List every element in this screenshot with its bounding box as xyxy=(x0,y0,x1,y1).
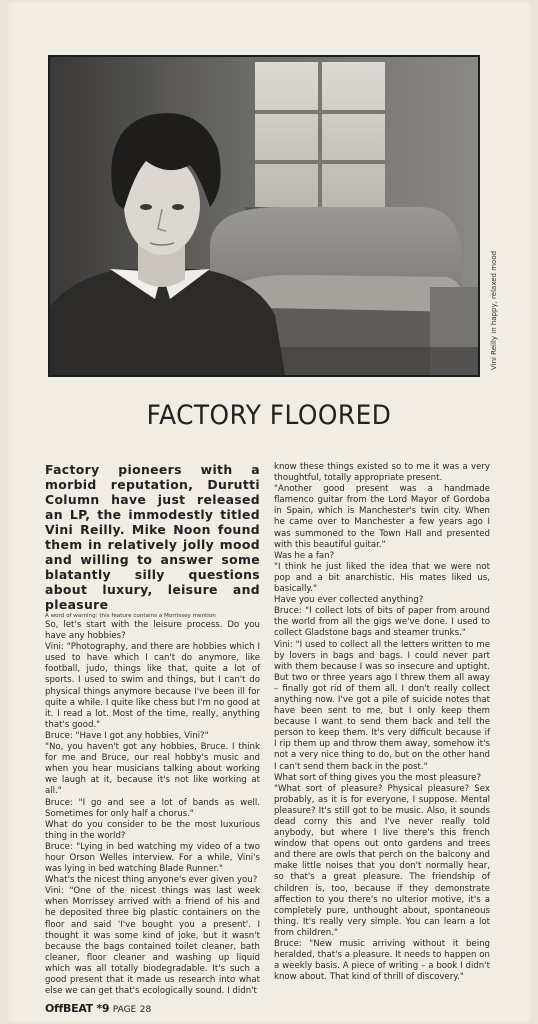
body-paragraph: Vini: "One of the nicest things was last week when Morrissey arrived with a friend of his and he deposited three big plastic containers on the floor and said 'I've bought you a present'. I thought it was some kind of joke, but it wasn't because the bags contained toilet cleaner, bath cleaner, floor cleaner and washing up liquid which was all totally biodegradable. It's such a good present that it made us research into what else we can get that's ecologically sound. I didn't xyxy=(45,886,260,997)
left-body xyxy=(45,620,260,997)
page-number: 28 xyxy=(139,1005,152,1015)
intro-standfirst: Factory pioneers with a morbid reputation, Durutti Column have just released an LP, the immodestly titled Vini Reilly. Mike Noon found them in relatively jolly mood and willing to answer some blatantly silly questions about luxury, leisure and pleasure xyxy=(45,462,260,612)
warning-note: A word of warning: this feature contains a Morrissey mention xyxy=(45,613,216,619)
portrait-photo xyxy=(48,55,480,377)
body-paragraph: Bruce: "Lying in bed watching my video of a two hour Orson Welles interview. For a while, Vini's was lying in bed watching Blade Runner." xyxy=(45,841,260,875)
body-paragraph: know these things existed so to me it was a very thoughtful, totally appropriate present. xyxy=(274,462,490,484)
article-headline: FACTORY FLOORED xyxy=(146,400,392,431)
portrait-illustration xyxy=(50,57,478,375)
body-paragraph: Bruce: "I collect lots of bits of paper from around the world from all the gigs we've done. I used to collect Gladstone bags and steamer trunks." xyxy=(274,606,490,639)
body-paragraph: Vini: "I used to collect all the letters written to me by lovers in bags and bags. I could never part with them because I was so insecure and uptight. But two or three years ago I threw them all away – finally got rid of them all. I don't really collect anything now. I've got a pile of suicide notes that have been sent to me, but I only keep them because I want to send them back and tell the person to keep them. It's very difficult because if I rip them up and throw them away, somehow it's not a very nice thing to do, but on the other hand I can't send them back in the post." xyxy=(274,639,490,772)
left-column xyxy=(45,462,260,997)
body-paragraph: "I think he just liked the idea that we were not pop and a bit anarchistic. His mates liked us, basically." xyxy=(274,561,490,595)
magazine-brand: OffBEAT *9 xyxy=(45,1002,110,1015)
body-paragraph: Bruce: "Have I got any hobbies, Vini?" xyxy=(45,730,209,741)
body-paragraph: So, let's start with the leisure process. Do you have any hobbies? xyxy=(45,620,260,642)
body-paragraph: What do you consider to be the most luxurious thing in the world? xyxy=(45,819,260,841)
body-paragraph: "What sort of pleasure? Physical pleasure? Sex probably, as it is for everyone, I suppose. Mental pleasure? It's still got to be music. Also, it sounds dead corny this and I've never really told anybody, but where I live there's this french window that opens out onto gardens and trees and there are owls that perch on the balcony and make little noises that you don't normally hear, so that's a great pleasure. The friendship of children is, too, because if they demonstrate affection to you there's no ulterior motive, it's a completely pure, unthought about, spontaneous thing. It's really very simple. You can learn a lot from children." xyxy=(274,783,490,938)
body-paragraph: "No, you haven't got any hobbies, Bruce. I think for me and Bruce, our real hobby's music and when you hear musicians talking about working we laugh at it, because it's not like working at all." xyxy=(45,742,260,797)
body-paragraph: Have you ever collected anything? xyxy=(274,595,424,606)
body-paragraph: What's the nicest thing anyone's ever given you? xyxy=(45,875,258,886)
right-column xyxy=(274,462,490,983)
photo-caption: Vini Reilly in happy, relaxed mood xyxy=(490,250,498,370)
right-body xyxy=(274,462,490,983)
body-paragraph: Bruce: "I go and see a lot of bands as well. Sometimes for only half a chorus." xyxy=(45,797,260,819)
page-label: PAGE xyxy=(112,1005,137,1015)
body-paragraph: Bruce: "New music arriving without it being heralded, that's a pleasure. It needs to happen on a weekly basis. A piece of writing – a book I didn't know about. That kind of thrill of discovery." xyxy=(274,939,490,983)
page-footer xyxy=(45,1002,151,1015)
body-paragraph: Was he a fan? xyxy=(274,550,335,561)
body-paragraph: Vini: "Photography, and there are hobbies which I used to have which I can't do anymore, like football, judo, things like that, quite a lot of sports. I used to swim and things, but I can't do physical things anymore because I've been ill for quite a while. I quite like chess but I'm no good at it. I read a lot. Most of the time, really, anything that's good." xyxy=(45,642,260,730)
body-paragraph: What sort of thing gives you the most pleasure? xyxy=(274,772,482,783)
body-paragraph: "Another good present was a handmade flamenco guitar from the Lord Mayor of Gordoba in Spain, which is Manchester's twin city. When he came over to Manchester a few years ago I was summoned to the Town Hall and presented with this beautiful guitar." xyxy=(274,484,490,550)
